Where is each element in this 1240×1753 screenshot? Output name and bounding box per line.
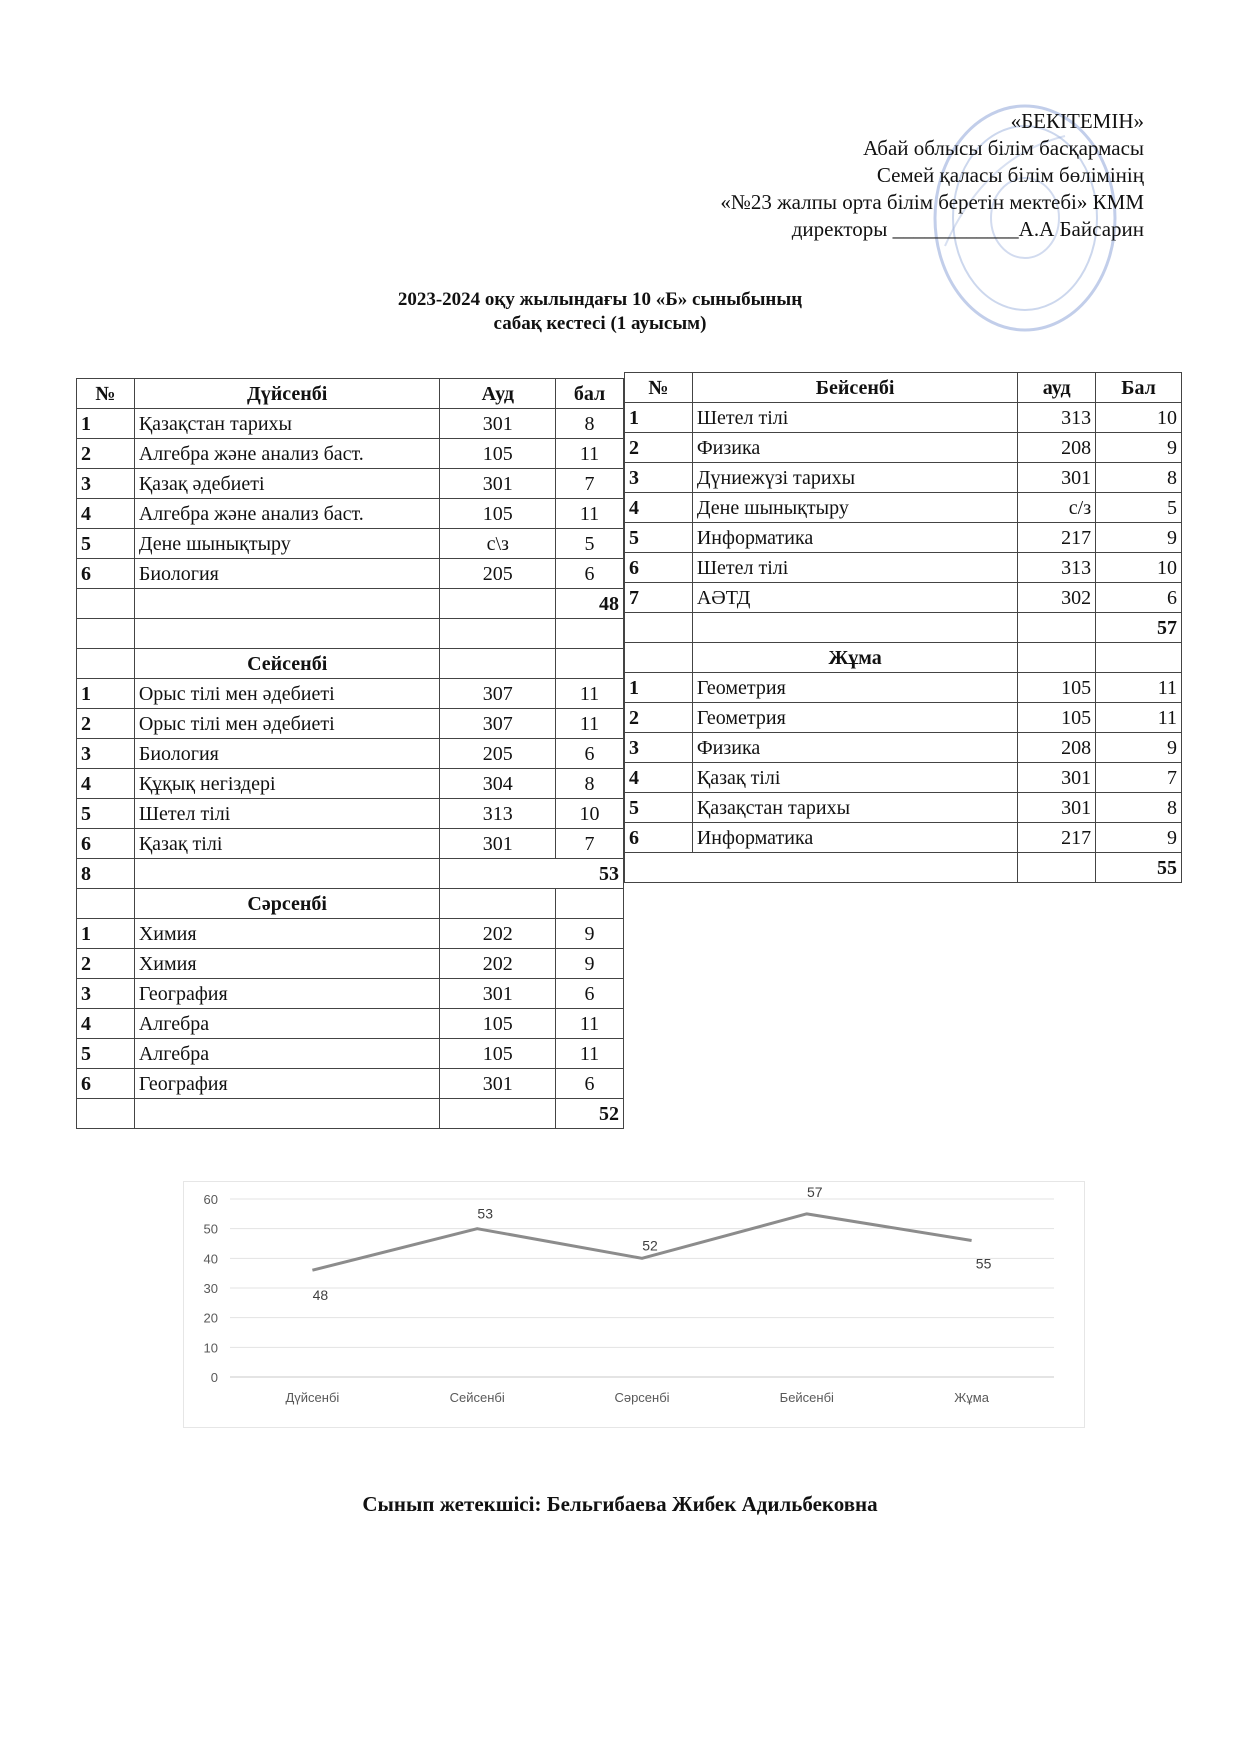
points-cell: 10 <box>1096 553 1182 583</box>
lesson-no: 6 <box>77 1069 135 1099</box>
table-row <box>625 703 1182 733</box>
line-chart <box>184 1182 1084 1427</box>
points-cell: 5 <box>556 529 624 559</box>
room-cell: 205 <box>440 559 556 589</box>
x-tick-label: Жұма <box>954 1390 989 1405</box>
lesson-no: 5 <box>77 529 135 559</box>
table-row <box>625 523 1182 553</box>
subject-cell: Дүниежүзі тарихы <box>692 463 1017 493</box>
y-tick-label: 20 <box>203 1310 218 1326</box>
lesson-no: 2 <box>77 949 135 979</box>
lesson-no: 3 <box>77 739 135 769</box>
lesson-no: 7 <box>625 583 693 613</box>
table-row <box>77 499 624 529</box>
room-cell: 313 <box>1018 553 1096 583</box>
room-cell: 304 <box>440 769 556 799</box>
subject-cell: Информатика <box>692 523 1017 553</box>
room-cell: 301 <box>1018 463 1096 493</box>
y-tick-label: 0 <box>210 1370 218 1385</box>
points-cell: 11 <box>1096 703 1182 733</box>
col-room-header: Ауд <box>440 379 556 409</box>
approval-block <box>720 108 1144 243</box>
table-row <box>77 559 624 589</box>
points-cell: 11 <box>1096 673 1182 703</box>
subject-cell: Биология <box>134 739 440 769</box>
subject-cell: Биология <box>134 559 440 589</box>
lesson-no: 2 <box>77 709 135 739</box>
subject-cell: Алгебра <box>134 1039 440 1069</box>
points-cell: 11 <box>556 439 624 469</box>
lesson-no: 3 <box>625 463 693 493</box>
points-cell: 9 <box>556 949 624 979</box>
left-schedule-table <box>76 378 624 1129</box>
room-cell: 301 <box>440 979 556 1009</box>
empty-row <box>77 619 624 649</box>
room-cell: 307 <box>440 679 556 709</box>
room-cell: 307 <box>440 709 556 739</box>
subject-cell: Шетел тілі <box>692 403 1017 433</box>
document-title <box>300 288 900 336</box>
lesson-no: 5 <box>625 793 693 823</box>
table-row <box>77 679 624 709</box>
room-cell: 105 <box>440 499 556 529</box>
room-cell: 313 <box>440 799 556 829</box>
lesson-no: 1 <box>77 679 135 709</box>
room-cell: 202 <box>440 919 556 949</box>
room-cell: 301 <box>440 829 556 859</box>
subject-cell: Алгебра және анализ баст. <box>134 439 440 469</box>
lesson-no: 6 <box>625 553 693 583</box>
lesson-no: 1 <box>77 409 135 439</box>
thursday-total: 57 <box>1096 613 1182 643</box>
table-row <box>625 793 1182 823</box>
table-row <box>625 493 1182 523</box>
lesson-no: 4 <box>625 763 693 793</box>
room-cell: 205 <box>440 739 556 769</box>
points-cell: 9 <box>1096 433 1182 463</box>
subject-cell: Шетел тілі <box>692 553 1017 583</box>
table-row <box>625 763 1182 793</box>
col-no-header: № <box>625 373 693 403</box>
room-cell: 301 <box>1018 763 1096 793</box>
room-cell: 313 <box>1018 403 1096 433</box>
points-cell: 6 <box>556 979 624 1009</box>
lesson-no: 6 <box>77 829 135 859</box>
room-cell: 208 <box>1018 433 1096 463</box>
right-schedule-table <box>624 372 1182 883</box>
points-cell: 6 <box>556 559 624 589</box>
total-row <box>625 613 1182 643</box>
subject-cell: Орыс тілі мен әдебиеті <box>134 679 440 709</box>
table-row <box>625 733 1182 763</box>
points-cell: 5 <box>1096 493 1182 523</box>
total-row <box>77 589 624 619</box>
table-header-row <box>625 373 1182 403</box>
points-cell: 9 <box>1096 733 1182 763</box>
points-cell: 6 <box>556 739 624 769</box>
wednesday-total: 52 <box>556 1099 624 1129</box>
table-row <box>77 409 624 439</box>
x-tick-label: Бейсенбі <box>779 1390 834 1405</box>
table-row <box>77 709 624 739</box>
points-cell: 9 <box>1096 823 1182 853</box>
col-day-header: Бейсенбі <box>692 373 1017 403</box>
title-line-2: сабақ кестесі (1 ауысым) <box>493 313 707 334</box>
points-cell: 11 <box>556 709 624 739</box>
points-cell: 8 <box>556 769 624 799</box>
room-cell: 105 <box>440 439 556 469</box>
x-tick-label: Сейсенбі <box>449 1390 505 1405</box>
col-points-header: Бал <box>1096 373 1182 403</box>
lesson-no: 4 <box>625 493 693 523</box>
friday-title: Жұма <box>692 643 1017 673</box>
room-cell: 301 <box>440 469 556 499</box>
day-title-row <box>625 643 1182 673</box>
data-label: 48 <box>312 1287 329 1304</box>
subject-cell: Физика <box>692 733 1017 763</box>
y-tick-label: 60 <box>203 1192 218 1207</box>
lesson-no: 2 <box>625 703 693 733</box>
tuesday-title: Сейсенбі <box>134 649 440 679</box>
room-cell: 301 <box>440 1069 556 1099</box>
day-title-row <box>77 649 624 679</box>
room-cell: 208 <box>1018 733 1096 763</box>
lesson-no: 1 <box>625 403 693 433</box>
weekly-points-chart <box>183 1181 1085 1428</box>
points-cell: 6 <box>1096 583 1182 613</box>
lesson-no: 5 <box>77 1039 135 1069</box>
points-cell: 7 <box>556 469 624 499</box>
x-tick-label: Дүйсенбі <box>285 1390 340 1405</box>
points-cell: 6 <box>556 1069 624 1099</box>
table-row <box>625 673 1182 703</box>
points-cell: 10 <box>1096 403 1182 433</box>
subject-cell: География <box>134 1069 440 1099</box>
subject-cell: Құқық негіздері <box>134 769 440 799</box>
table-row <box>77 1009 624 1039</box>
lesson-no: 3 <box>625 733 693 763</box>
x-tick-label: Сәрсенбі <box>614 1390 670 1405</box>
lesson-no: 2 <box>77 439 135 469</box>
data-label: 53 <box>477 1205 493 1222</box>
points-cell: 7 <box>1096 763 1182 793</box>
lesson-no: 6 <box>625 823 693 853</box>
table-row <box>77 439 624 469</box>
table-row <box>77 1039 624 1069</box>
friday-total: 55 <box>1096 853 1182 883</box>
director-signature-line: директоры ____________А.А Байсарин <box>791 217 1144 241</box>
tuesday-total: 53 <box>440 859 624 889</box>
lesson-no: 1 <box>77 919 135 949</box>
points-cell: 11 <box>556 1039 624 1069</box>
room-cell: 301 <box>440 409 556 439</box>
title-line-1: 2023-2024 оқу жылындағы 10 «Б» сыныбының <box>397 289 803 310</box>
lesson-no: 3 <box>77 469 135 499</box>
y-tick-label: 30 <box>203 1281 218 1296</box>
room-cell: 105 <box>1018 703 1096 733</box>
total-row <box>625 853 1182 883</box>
subject-cell: Шетел тілі <box>134 799 440 829</box>
table-row <box>625 463 1182 493</box>
table-row <box>77 529 624 559</box>
y-tick-label: 10 <box>203 1340 218 1356</box>
table-header-row <box>77 379 624 409</box>
table-row <box>77 919 624 949</box>
y-tick-label: 50 <box>203 1221 218 1237</box>
points-cell: 9 <box>1096 523 1182 553</box>
subject-cell: Информатика <box>692 823 1017 853</box>
subject-cell: Химия <box>134 949 440 979</box>
subject-cell: Дене шынықтыру <box>134 529 440 559</box>
table-row <box>77 979 624 1009</box>
points-cell: 8 <box>556 409 624 439</box>
room-cell: 105 <box>440 1039 556 1069</box>
total-row <box>77 859 624 889</box>
lesson-no: 8 <box>77 859 135 889</box>
subject-cell: Қазақстан тарихы <box>134 409 440 439</box>
col-room-header: ауд <box>1018 373 1096 403</box>
room-cell: 301 <box>1018 793 1096 823</box>
lesson-no: 2 <box>625 433 693 463</box>
room-cell: 217 <box>1018 823 1096 853</box>
subject-cell: Қазақстан тарихы <box>692 793 1017 823</box>
subject-cell: Геометрия <box>692 673 1017 703</box>
points-cell: 11 <box>556 499 624 529</box>
subject-cell: Орыс тілі мен әдебиеті <box>134 709 440 739</box>
col-day-header: Дүйсенбі <box>134 379 440 409</box>
room-cell: 105 <box>440 1009 556 1039</box>
subject-cell: Дене шынықтыру <box>692 493 1017 523</box>
subject-cell: Қазақ тілі <box>692 763 1017 793</box>
points-cell: 8 <box>1096 463 1182 493</box>
data-label: 55 <box>975 1255 992 1272</box>
data-label: 52 <box>642 1237 658 1254</box>
lesson-no: 6 <box>77 559 135 589</box>
table-row <box>625 553 1182 583</box>
col-no-header: № <box>77 379 135 409</box>
subject-cell: Қазақ әдебиеті <box>134 469 440 499</box>
room-cell: с\з <box>440 529 556 559</box>
subject-cell: Химия <box>134 919 440 949</box>
subject-cell: Алгебра <box>134 1009 440 1039</box>
approval-line: Абай облысы білім басқармасы <box>863 136 1144 160</box>
table-row <box>625 433 1182 463</box>
lesson-no: 4 <box>77 499 135 529</box>
table-row <box>625 583 1182 613</box>
room-cell: 302 <box>1018 583 1096 613</box>
approval-line: «БЕКІТЕМІН» <box>1010 109 1144 133</box>
room-cell: 105 <box>1018 673 1096 703</box>
monday-total: 48 <box>556 589 624 619</box>
subject-cell: Алгебра және анализ баст. <box>134 499 440 529</box>
lesson-no: 4 <box>77 1009 135 1039</box>
wednesday-title: Сәрсенбі <box>134 889 440 919</box>
subject-cell: Геометрия <box>692 703 1017 733</box>
table-row <box>77 949 624 979</box>
table-row <box>77 469 624 499</box>
table-row <box>625 403 1182 433</box>
points-cell: 11 <box>556 679 624 709</box>
points-cell: 7 <box>556 829 624 859</box>
table-row <box>625 823 1182 853</box>
approval-line: «№23 жалпы орта білім беретін мектебі» КММ <box>720 190 1144 214</box>
points-cell: 10 <box>556 799 624 829</box>
approval-line: Семей қаласы білім бөлімінің <box>876 163 1144 187</box>
points-cell: 8 <box>1096 793 1182 823</box>
subject-cell: Физика <box>692 433 1017 463</box>
points-cell: 11 <box>556 1009 624 1039</box>
lesson-no: 4 <box>77 769 135 799</box>
subject-cell: АӘТД <box>692 583 1017 613</box>
col-points-header: бал <box>556 379 624 409</box>
data-label: 57 <box>807 1183 823 1200</box>
table-row <box>77 829 624 859</box>
lesson-no: 1 <box>625 673 693 703</box>
day-title-row <box>77 889 624 919</box>
table-row <box>77 739 624 769</box>
lesson-no: 5 <box>625 523 693 553</box>
subject-cell: Қазақ тілі <box>134 829 440 859</box>
total-row <box>77 1099 624 1129</box>
table-row <box>77 769 624 799</box>
table-row <box>77 799 624 829</box>
y-tick-label: 40 <box>203 1251 218 1267</box>
room-cell: 217 <box>1018 523 1096 553</box>
subject-cell: География <box>134 979 440 1009</box>
table-row <box>77 1069 624 1099</box>
room-cell: с/з <box>1018 493 1096 523</box>
lesson-no: 3 <box>77 979 135 1009</box>
points-cell: 9 <box>556 919 624 949</box>
class-teacher-signature: Сынып жетекшісі: Бельгибаева Жибек Адильбековна <box>362 1492 878 1516</box>
room-cell: 202 <box>440 949 556 979</box>
lesson-no: 5 <box>77 799 135 829</box>
